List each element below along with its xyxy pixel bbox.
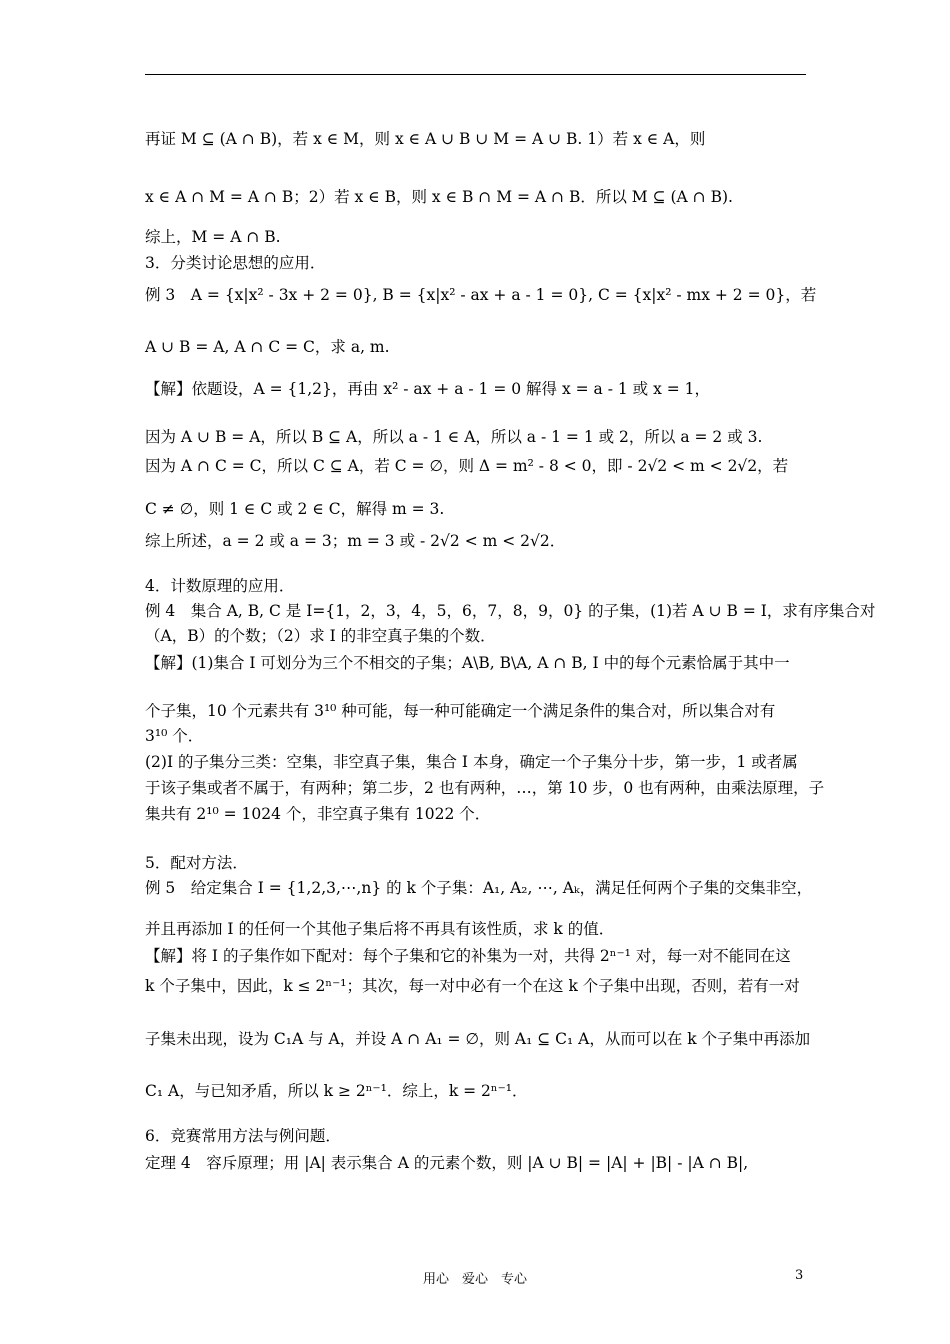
solution-4-line-1: 【解】(1)集合 I 可划分为三个不相交的子集；A\B, B\A, A ∩ B, I 中的每个元素恰属于其中一: [145, 654, 790, 672]
example-5: 例 5 给定集合 I = {1,2,3,⋯,n} 的 k 个子集：A₁, A₂, ⋯, Aₖ，满足任何两个子集的交集非空，: [145, 879, 813, 897]
section-6-heading: 6．竞赛常用方法与例问题．: [145, 1127, 341, 1145]
solution-5-line-3: 子集未出现，设为 C₁A 与 A，并设 A ∩ A₁ = ∅，则 A₁ ⊆ C₁ A，从而可以在 k 个子集中再添加: [145, 1030, 811, 1048]
section-4-heading: 4．计数原理的应用．: [145, 577, 295, 595]
example-3: 例 3 A = {x|x² - 3x + 2 = 0}, B = {x|x² - ax + a - 1 = 0}, C = {x|x² - mx + 2 = 0}，若: [145, 286, 817, 304]
solution-4-line-3: 3¹⁰ 个．: [145, 727, 204, 745]
example-5-cont: 并且再添加 I 的任何一个其他子集后将不再具有该性质，求 k 的值．: [145, 920, 615, 938]
solution-4-line-6: 集共有 2¹⁰ = 1024 个，非空真子集有 1022 个．: [145, 805, 491, 823]
solution-3-line-1: 【解】依题设，A = {1,2}，再由 x² - ax + a - 1 = 0 解得 x = a - 1 或 x = 1，: [145, 380, 711, 398]
section-3-heading: 3．分类讨论思想的应用．: [145, 254, 326, 272]
solution-4-line-2: 个子集，10 个元素共有 3¹⁰ 种可能，每一种可能确定一个满足条件的集合对，所以集合对有: [145, 702, 776, 720]
solution-5-line-2: k 个子集中，因此，k ≤ 2ⁿ⁻¹；其次，每一对中必有一个在这 k 个子集中出现，否则，若有一对: [145, 977, 800, 995]
section-5-heading: 5．配对方法．: [145, 854, 248, 872]
solution-3-line-4: C ≠ ∅，则 1 ∈ C 或 2 ∈ C，解得 m = 3.: [145, 500, 445, 518]
solution-5-line-4: C₁ A，与已知矛盾，所以 k ≥ 2ⁿ⁻¹．综上，k = 2ⁿ⁻¹．: [145, 1082, 528, 1100]
solution-4-line-5: 于该子集或者不属于，有两种；第二步，2 也有两种，…，第 10 步，0 也有两种，由乘法原理，子: [145, 779, 825, 797]
example-4: 例 4 集合 A, B, C 是 I={1，2，3，4，5，6，7，8，9，0} 的子集，(1)若 A ∪ B = I，求有序集合对: [145, 602, 876, 620]
header-rule: [145, 74, 806, 75]
solution-3-summary: 综上所述，a = 2 或 a = 3；m = 3 或 - 2√2 < m < 2√2．: [145, 532, 566, 550]
solution-3-line-3: 因为 A ∩ C = C，所以 C ⊆ A，若 C = ∅，则 Δ = m² - 8 < 0，即 - 2√2 < m < 2√2，若: [145, 457, 789, 475]
solution-5-line-1: 【解】将 I 的子集作如下配对：每个子集和它的补集为一对，共得 2ⁿ⁻¹ 对，每一对不能同在这: [145, 947, 791, 965]
example-4-cont: （A，B）的个数；（2）求 I 的非空真子集的个数．: [145, 627, 496, 645]
solution-3-line-2: 因为 A ∪ B = A，所以 B ⊆ A，所以 a - 1 ∈ A，所以 a - 1 = 1 或 2，所以 a = 2 或 3.: [145, 428, 763, 446]
line-2: x ∈ A ∩ M = A ∩ B；2）若 x ∈ B，则 x ∈ B ∩ M = A ∩ B．所以 M ⊆ (A ∩ B).: [145, 188, 733, 206]
page-number: 3: [795, 1268, 804, 1283]
line-3: 综上，M = A ∩ B.: [145, 228, 281, 246]
example-3-cont: A ∪ B = A, A ∩ C = C，求 a, m.: [145, 338, 390, 356]
theorem-4: 定理 4 容斥原理；用 |A| 表示集合 A 的元素个数，则 |A ∪ B| = |A| + |B| - |A ∩ B|,: [145, 1154, 749, 1172]
solution-4-line-4: (2)I 的子集分三类：空集，非空真子集，集合 I 本身，确定一个子集分十步，第一步，1 或者属: [145, 753, 798, 771]
page-footer: 用心 爱心 专心: [422, 1272, 527, 1287]
line-1: 再证 M ⊆ (A ∩ B)，若 x ∈ M，则 x ∈ A ∪ B ∪ M = A ∪ B. 1）若 x ∈ A，则: [145, 130, 706, 148]
